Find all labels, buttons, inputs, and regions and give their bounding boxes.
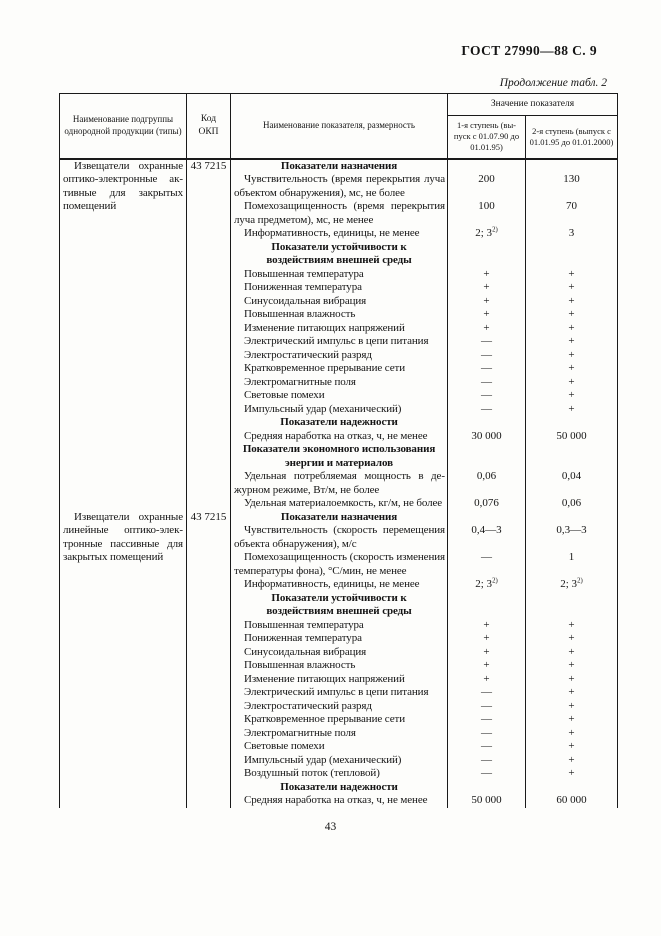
stage2-value: +	[526, 659, 618, 673]
indicator-name: Электромагнитные поля	[231, 376, 448, 390]
page-number: 43	[324, 821, 337, 833]
stage1-value: 100	[448, 200, 526, 227]
stage2-value: 3	[526, 227, 618, 241]
indicator-name: Электростатический разряд	[231, 700, 448, 714]
stage2-value	[526, 159, 618, 174]
stage1-value: —	[448, 362, 526, 376]
indicator-name: Средняя наработка на отказ, ч, не менее	[231, 794, 448, 808]
stage2-value: +	[526, 646, 618, 660]
stage2-value: +	[526, 322, 618, 336]
stage2-value: +	[526, 362, 618, 376]
stage1-value: +	[448, 632, 526, 646]
stage2-value	[526, 416, 618, 430]
product-subgroup-name: Извещатели охранные линейные оптико-электронные пассивные для закрытых помещений	[60, 511, 187, 808]
stage2-value: 70	[526, 200, 618, 227]
stage1-value: —	[448, 349, 526, 363]
stage2-value: +	[526, 754, 618, 768]
stage2-value: +	[526, 713, 618, 727]
section-heading: Показатели надежности	[231, 781, 448, 795]
stage1-value: +	[448, 646, 526, 660]
stage2-value: +	[526, 389, 618, 403]
stage1-value: +	[448, 322, 526, 336]
indicator-name: Чувствительность (скорость перемещения объекта обнаружения), м/с	[231, 524, 448, 551]
okp-code-value: 43 7215	[187, 511, 231, 808]
stage1-value: 50 000	[448, 794, 526, 808]
indicator-name: Импульсный удар (механический)	[231, 754, 448, 768]
stage1-value: 0,4—3	[448, 524, 526, 551]
stage1-value	[448, 511, 526, 525]
document-header: ГОСТ 27990—88 С. 9	[461, 43, 597, 58]
stage2-value: 130	[526, 173, 618, 200]
indicator-name: Информативность, единицы, не менее	[231, 227, 448, 241]
stage2-value: +	[526, 673, 618, 687]
stage1-value: +	[448, 619, 526, 633]
indicator-name: Изменение питающих напряжений	[231, 322, 448, 336]
indicator-name: Повышенная влажность	[231, 659, 448, 673]
stage2-value: 0,06	[526, 497, 618, 511]
stage1-value: +	[448, 268, 526, 282]
indicator-name: Удельная потребляемая мощность в дежурном режиме, Вт/м, не более	[231, 470, 448, 497]
stage1-value	[448, 443, 526, 470]
indicator-name: Электростатический разряд	[231, 349, 448, 363]
stage1-value: —	[448, 754, 526, 768]
indicator-name: Удельная материалоемкость, кг/м, не более	[231, 497, 448, 511]
product-subgroup-name: Извещатели охранные оптико-электронные активные для закрытых помещений	[60, 159, 187, 511]
indicator-name: Импульсный удар (механический)	[231, 403, 448, 417]
col-header-stage-1: 1-я ступень (выпуск с 01.07.90 до 01.01.95)	[448, 116, 526, 159]
stage2-value: +	[526, 349, 618, 363]
stage2-value: +	[526, 308, 618, 322]
stage1-value	[448, 592, 526, 619]
indicator-name: Кратковременное прерывание сети	[231, 362, 448, 376]
stage1-value: —	[448, 700, 526, 714]
stage1-value: 0,076	[448, 497, 526, 511]
col-header-indicator-value: Значение показателя	[448, 94, 618, 116]
stage2-value: 0,04	[526, 470, 618, 497]
indicator-name: Световые помехи	[231, 389, 448, 403]
table-continuation-note: Продолжение табл. 2	[499, 77, 607, 89]
indicator-name: Кратковременное прерывание сети	[231, 713, 448, 727]
footnote-marker: 2)	[492, 226, 498, 234]
stage2-value	[526, 443, 618, 470]
indicator-name: Помехозащищенность (скорость изменения температуры фона), °С/мин, не менее	[231, 551, 448, 578]
stage2-value: 0,3—3	[526, 524, 618, 551]
section-heading: Показатели устойчивости к воздействиям внешней среды	[231, 592, 448, 619]
section-row	[60, 159, 618, 174]
section-heading: Показатели назначения	[231, 511, 448, 525]
stage1-value: —	[448, 686, 526, 700]
section-heading: Показатели экономного использования энергии и материалов	[231, 443, 448, 470]
stage1-value: +	[448, 281, 526, 295]
stage2-value: +	[526, 700, 618, 714]
stage2-value: +	[526, 268, 618, 282]
indicator-name: Пониженная температура	[231, 632, 448, 646]
stage1-value: 2; 3$^{2)}$	[448, 578, 526, 592]
okp-code-value: 43 7215	[187, 159, 231, 511]
stage2-value: +	[526, 632, 618, 646]
stage2-value: 50 000	[526, 430, 618, 444]
stage2-value: 1	[526, 551, 618, 578]
stage1-value	[448, 781, 526, 795]
stage2-value: +	[526, 403, 618, 417]
stage2-value: +	[526, 686, 618, 700]
stage2-value: +	[526, 727, 618, 741]
table-body	[60, 159, 618, 808]
indicator-name: Электрический импульс в цепи питания	[231, 686, 448, 700]
stage1-value: —	[448, 727, 526, 741]
stage2-value: +	[526, 295, 618, 309]
indicators-table	[59, 93, 618, 808]
stage2-value	[526, 781, 618, 795]
stage1-value: —	[448, 389, 526, 403]
indicator-name: Информативность, единицы, не менее	[231, 578, 448, 592]
stage1-value	[448, 241, 526, 268]
footnote-marker: 2)	[492, 577, 498, 585]
indicator-name: Пониженная температура	[231, 281, 448, 295]
stage2-value: +	[526, 619, 618, 633]
stage1-value: —	[448, 713, 526, 727]
stage2-value: 60 000	[526, 794, 618, 808]
section-heading: Показатели надежности	[231, 416, 448, 430]
indicator-name: Повышенная температура	[231, 268, 448, 282]
section-heading: Показатели назначения	[231, 159, 448, 174]
indicator-name: Помехозащищенность (время перекрытия луча предметом), мс, не менее	[231, 200, 448, 227]
stage1-value: —	[448, 767, 526, 781]
stage2-value: +	[526, 335, 618, 349]
stage2-value: +	[526, 740, 618, 754]
stage2-value: +	[526, 281, 618, 295]
stage1-value: +	[448, 659, 526, 673]
header-row-1	[60, 94, 618, 116]
stage1-value: —	[448, 551, 526, 578]
section-row	[60, 511, 618, 525]
indicator-name: Изменение питающих напряжений	[231, 673, 448, 687]
indicator-name: Повышенная температура	[231, 619, 448, 633]
stage1-value: 200	[448, 173, 526, 200]
stage1-value	[448, 159, 526, 174]
stage2-value	[526, 241, 618, 268]
stage1-value: +	[448, 308, 526, 322]
stage1-value: +	[448, 673, 526, 687]
stage1-value: —	[448, 376, 526, 390]
indicator-name: Средняя наработка на отказ, ч, не менее	[231, 430, 448, 444]
indicator-name: Световые помехи	[231, 740, 448, 754]
stage2-value	[526, 592, 618, 619]
indicator-name: Воздушный поток (тепловой)	[231, 767, 448, 781]
footnote-marker: 2)	[577, 577, 583, 585]
stage2-value: 2; 3$^{2)}$	[526, 578, 618, 592]
stage2-value: +	[526, 376, 618, 390]
indicator-name: Чувствительность (время перекрытия луча объектом обнаружения), мс, не более	[231, 173, 448, 200]
stage1-value: 2; 3$^{2)}$	[448, 227, 526, 241]
indicator-name: Электромагнитные поля	[231, 727, 448, 741]
col-header-okp-code: Код ОКП	[187, 94, 231, 159]
stage1-value: +	[448, 295, 526, 309]
stage1-value: —	[448, 335, 526, 349]
stage1-value: 30 000	[448, 430, 526, 444]
indicator-name: Синусоидальная вибрация	[231, 295, 448, 309]
stage1-value	[448, 416, 526, 430]
stage2-value: +	[526, 767, 618, 781]
stage2-value	[526, 511, 618, 525]
col-header-indicator-name: Наименование показателя, размерность	[231, 94, 448, 159]
col-header-product-subgroup: Наименование подгруппы однородной продукции (типы)	[60, 94, 187, 159]
col-header-stage-2: 2-я ступень (выпуск с 01.01.95 до 01.01.2000)	[526, 116, 618, 159]
table-header	[60, 94, 618, 159]
indicator-name: Синусоидальная вибрация	[231, 646, 448, 660]
indicator-name: Повышенная влажность	[231, 308, 448, 322]
indicator-name: Электрический импульс в цепи питания	[231, 335, 448, 349]
stage1-value: —	[448, 740, 526, 754]
stage1-value: 0,06	[448, 470, 526, 497]
section-heading: Показатели устойчивости к воздействиям внешней среды	[231, 241, 448, 268]
stage1-value: —	[448, 403, 526, 417]
